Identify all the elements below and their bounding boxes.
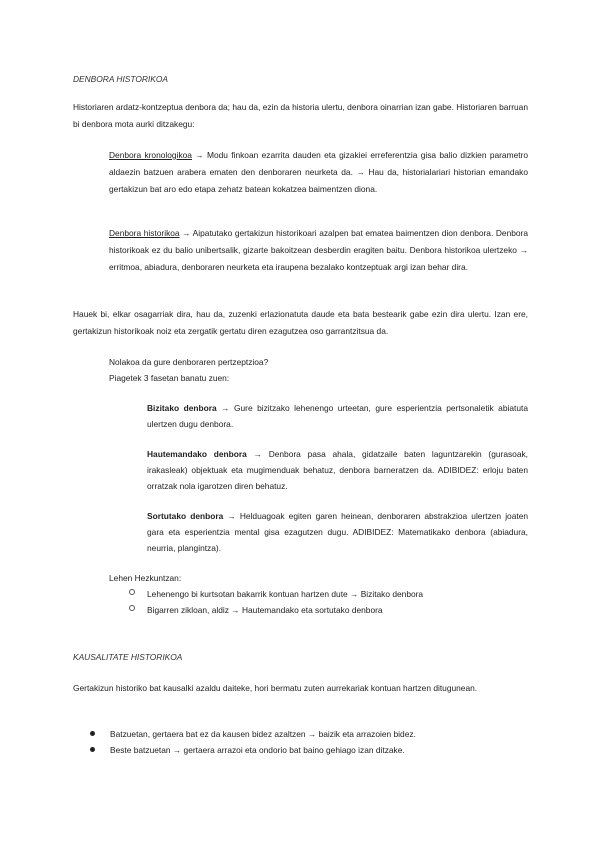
definition-kronologikoa: [109, 147, 528, 198]
phase-hautemandako: [147, 446, 528, 494]
term: Hautemandako denbora: [147, 449, 247, 459]
phase-text: → Gure bizitzako lehenengo urteetan, gure esperientzia pertsonaletik abiatuta ulertzen dugu denbora.: [147, 403, 528, 429]
term: Denbora historikoa: [109, 228, 180, 238]
kausalitate-intro: Gertakizun historiko bat kausalki azaldu daiteke, hori bermatu zuten aurrekariak kontuan hartzen ditugunean.: [73, 683, 478, 693]
list-item: Beste batzuetan → gertaera arrazoi eta ondorio bat baino gehiago izan ditzake.: [110, 745, 405, 755]
bullet-icon: [90, 747, 95, 752]
circle-bullet-icon: [129, 605, 135, 611]
section-heading-kausalitate: KAUSALITATE HISTORIKOA: [73, 652, 183, 662]
definition-text: → Aipatutako gertakizun historikoari azalpen bat ematea baimentzen dion denbora. Denbora historikoak ez du balio unibertsalik, gizarte bakoitzean desberdin eragiten baitu. Denbora historikoa ulertzeko → erritmoa, abiadura, denboraren neurketa eta iraupena bezalako kontzeptuak argi izan behar dira.: [109, 228, 529, 272]
bullet-icon: [90, 731, 95, 736]
section-heading-denbora: DENBORA HISTORIKOA: [73, 74, 168, 84]
term: Bizitako denbora: [147, 403, 217, 413]
phase-text: → Denbora pasa ahala, gidatzaile baten laguntzarekin (gurasoak, irakasleak) objektuak eta mugimenduak behatuz, denbora barneratzen da. ADIBIDEZ: erloju baten orratzak nola igarotzen diren behatuz.: [147, 449, 528, 491]
phase-sortutako: [147, 508, 528, 556]
circle-bullet-icon: [129, 589, 135, 595]
list-item: Lehenengo bi kurtsotan bakarrik kontuan hartzen dute → Bizitako denbora: [147, 589, 424, 599]
intro-paragraph: Historiaren ardatz-kontzeptua denbora da; hau da, ezin da historia ulertu, denbora oinarrian izan gabe. Historiaren barruan bi denbora mota aurki ditzakegu:: [73, 102, 528, 129]
piaget-text: Piagetek 3 fasetan banatu zuen:: [109, 373, 230, 383]
term: Denbora kronologikoa: [109, 150, 192, 160]
list-item: Batzuetan, gertaera bat ez da kausen bidez azaltzen → baizik eta arrazoien bidez.: [110, 729, 416, 739]
phase-bizitako: [147, 400, 528, 432]
complementary-paragraph: Hauek bi, elkar osagarriak dira, hau da, zuzenki erlazionatuta daude eta bata bestearik gabe ezin dira ulertu. Izan ere, gertakizun historikoak noiz eta zergatik gertatu diren ezagutzea oso garrantzitsua da.: [73, 309, 528, 336]
term: Sortutako denbora: [147, 511, 224, 521]
definition-text: → Modu finkoan ezarrita dauden eta gizakiei erreferentzia gisa balio dizkien parametro aldaezin batzuen arabera ematen den denboraren neurketa da. → Hau da, historialariari historian emandako gertakizun bat aro edo etapa zehatz batean kokatzea baimentzen diona.: [109, 150, 528, 194]
lehen-label: Lehen Hezkuntzan:: [109, 573, 182, 583]
phase-text: → Helduagoak egiten garen heinean, denboraren abstrakzioa ulertzen joaten gara eta esperientzia mental gisa ezagutzen dugu. ADIBIDEZ: Matematikako denbora (abiadura, neurria, plangintza).: [147, 511, 529, 553]
list-item: Bigarren zikloan, aldiz → Hautemandako eta sortutako denbora: [147, 605, 383, 615]
definition-historikoa: [109, 225, 528, 276]
question-text: Nolakoa da gure denboraren pertzeptzioa?: [109, 357, 269, 367]
